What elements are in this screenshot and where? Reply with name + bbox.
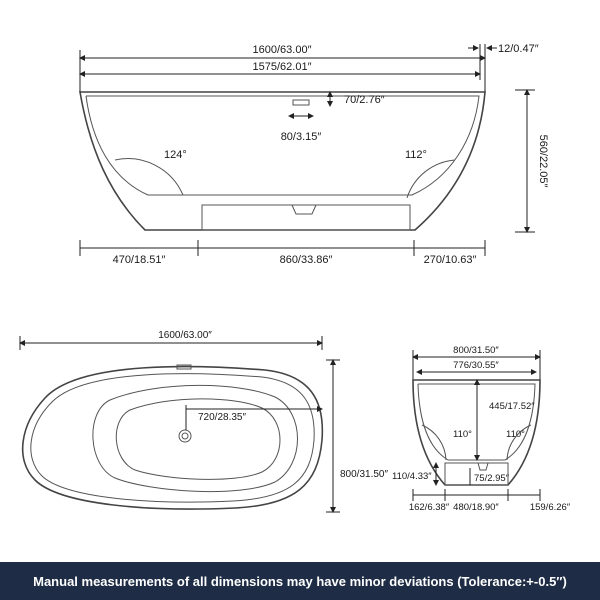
end-base-width-label: 480/18.90″ [453,502,499,513]
side-overall-length-label: 1600/63.00″ [252,44,312,56]
top-view-basin-outer [93,385,298,491]
end-left-segment-label: 162/6.38″ [408,502,450,513]
side-height-label: 560/22.05″ [537,134,549,188]
end-base-height-label: 110/4.33″ [392,471,432,482]
end-overall-width-label: 800/31.50″ [453,345,499,356]
side-overflow-width-label: 80/3.15″ [280,131,322,143]
side-view-tub-outline [80,92,485,230]
top-view-inner-rim [31,374,314,502]
top-view-outer-rim [23,367,323,509]
end-right-segment-label: 159/6.26″ [529,502,571,513]
end-drain-recess-label: 75/2.95″ [474,473,510,484]
left-angle-arc [115,159,183,195]
top-view-basin-inner [116,399,280,480]
end-view [392,345,571,513]
side-view-inner-basin [86,96,479,195]
right-angle-arc [407,160,455,198]
tolerance-note: Manual measurements of all dimensions may have minor deviations (Tolerance:+-0.5″) [33,573,567,589]
side-left-segment-label: 470/18.51″ [112,254,166,266]
side-rim-thickness-label: 12/0.47″ [498,43,539,55]
end-left-angle-label: 110° [453,429,472,440]
side-right-segment-label: 270/10.63″ [423,254,477,266]
side-overflow-height-label: 70/2.76″ [344,94,385,106]
top-length-label: 1600/63.00″ [158,330,212,341]
tolerance-footer [0,562,600,600]
side-view-drain-notch [292,205,316,214]
side-left-angle-label: 124° [164,149,187,161]
end-inner-width-label: 776/30.55″ [453,360,499,371]
side-view [80,43,549,266]
side-right-angle-label: 112° [405,149,427,161]
end-right-angle-label: 110° [506,429,525,440]
side-base-length-label: 860/33.86″ [279,254,333,266]
end-depth-label: 445/17.52″ [489,401,535,412]
side-inner-length-label: 1575/62.01″ [252,61,312,73]
top-width-label: 800/31.50″ [340,469,389,480]
top-drain-offset-label: 720/28.35″ [198,412,247,423]
drain-icon [179,430,191,442]
side-view-overflow [293,100,309,105]
side-view-plinth [202,205,410,230]
top-view [20,330,388,512]
